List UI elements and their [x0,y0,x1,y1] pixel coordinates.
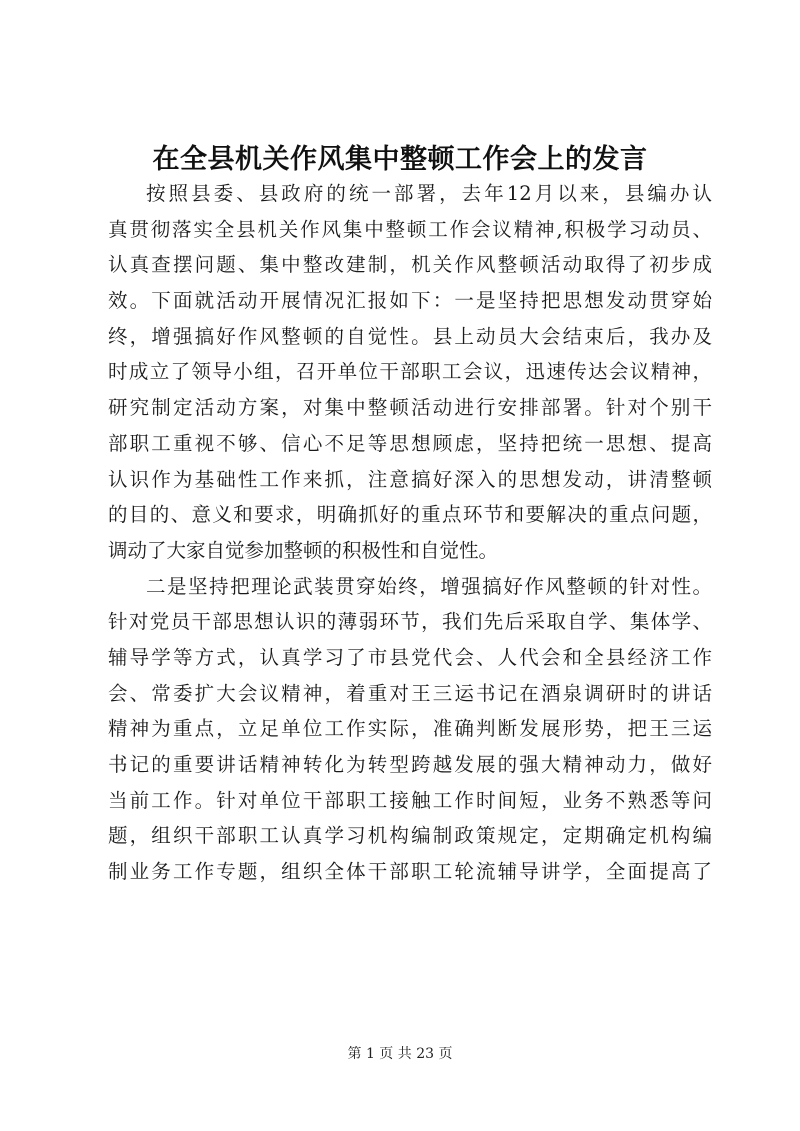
paragraph-line: 效。下面就活动开展情况汇报如下：一是坚持把思想发动贯穿始 [108,289,712,313]
paragraph-line: 制业务工作专题，组织全体干部职工轮流辅导讲学，全面提高了 [108,860,712,884]
paragraph-line: 调动了大家自觉参加整顿的积极性和自觉性。 [108,538,499,562]
paragraph-1 [108,176,712,569]
paragraph-line: 部职工重视不够、信心不足等思想顾虑，坚持把统一思想、提高 [108,431,712,455]
paragraph-line: 认识作为基础性工作来抓，注意搞好深入的思想发动，讲清整顿 [108,467,712,491]
paragraph-line: 精神为重点，立足单位工作实际，准确判断发展形势，把王三运 [108,717,712,741]
paragraph-line: 时成立了领导小组，召开单位干部职工会议，迅速传达会议精神， [108,360,712,384]
paragraph-line: 书记的重要讲话精神转化为转型跨越发展的强大精神动力，做好 [108,753,712,776]
page-number-footer: 第 1 页 共 23 页 [347,1046,453,1062]
paragraph-2 [108,569,712,890]
paragraph-line: 辅导学等方式，认真学习了市县党代会、人代会和全县经济工作 [108,645,712,669]
paragraph-line: 会、常委扩大会议精神，着重对王三运书记在酒泉调研时的讲话 [108,681,712,705]
paragraph-line: 认真查摆问题、集中整改建制，机关作风整顿活动取得了初步成 [108,253,712,277]
paragraph-line: 二是坚持把理论武装贯穿始终，增强搞好作风整顿的针对性。 [146,574,712,598]
paragraph-line: 按照县委、县政府的统一部署，去年12月以来，县编办认 [146,182,712,205]
paragraph-line: 针对党员干部思想认识的薄弱环节，我们先后采取自学、集体学、 [108,610,712,634]
paragraph-line: 终，增强搞好作风整顿的自觉性。县上动员大会结束后，我办及 [108,324,712,348]
paragraph-line: 的目的、意义和要求，明确抓好的重点环节和要解决的重点问题， [108,503,712,527]
paragraph-line: 研究制定活动方案，对集中整顿活动进行安排部署。针对个别干 [108,396,712,420]
document-title: 在全县机关作风集中整顿工作会上的发言 [152,144,648,175]
paragraph-line: 当前工作。针对单位干部职工接触工作时间短，业务不熟悉等问 [108,788,712,812]
paragraph-line: 真贯彻落实全县机关作风集中整顿工作会议精神,积极学习动员、 [108,217,712,241]
paragraph-line: 题，组织干部职工认真学习机构编制政策规定，定期确定机构编 [108,824,712,848]
document-body [108,176,712,890]
